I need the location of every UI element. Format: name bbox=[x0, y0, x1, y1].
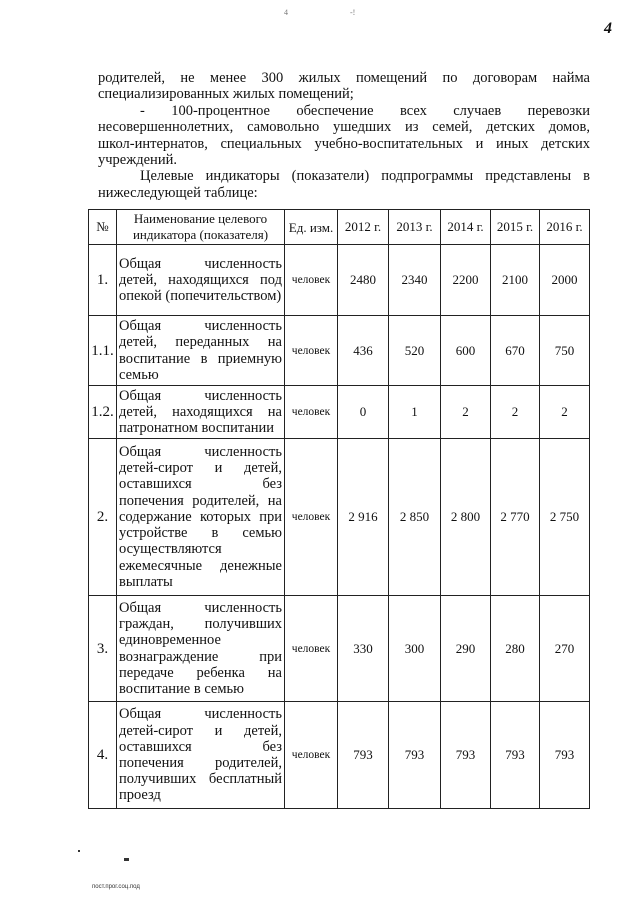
header-2016: 2016 г. bbox=[540, 210, 590, 245]
indicator-name: Общая численность граждан, получивших единовременное вознаграждение при передаче ребенка на воспитание в семью bbox=[117, 596, 285, 702]
table-row bbox=[89, 316, 590, 386]
value-2015: 280 bbox=[491, 596, 540, 702]
scan-speck bbox=[78, 850, 80, 852]
row-number: 4. bbox=[89, 702, 117, 809]
value-2013: 793 bbox=[389, 702, 441, 809]
value-2016: 270 bbox=[540, 596, 590, 702]
value-2013: 1 bbox=[389, 386, 441, 439]
value-2014: 2 bbox=[441, 386, 491, 439]
bullet-line-4: учреждений. bbox=[98, 152, 177, 169]
unit-cell: человек bbox=[285, 245, 338, 316]
table-intro-line-2: нижеследующей таблице: bbox=[98, 184, 258, 201]
value-2015: 793 bbox=[491, 702, 540, 809]
value-2014: 290 bbox=[441, 596, 491, 702]
value-2012: 330 bbox=[338, 596, 389, 702]
bullet-line-3: школ-интернатов, специальных учебно-воспитательных и иных детских bbox=[98, 135, 590, 152]
value-2016: 2 750 bbox=[540, 439, 590, 596]
indicator-name: Общая численность детей, находящихся под опекой (попечительством) bbox=[117, 245, 285, 316]
table-intro-line-1: Целевые индикаторы (показатели) подпрограммы представлены в bbox=[140, 168, 590, 185]
header-2012: 2012 г. bbox=[338, 210, 389, 245]
value-2015: 670 bbox=[491, 316, 540, 386]
footer-file-code: пост.прог.соц.под bbox=[92, 884, 140, 890]
value-2015: 2 770 bbox=[491, 439, 540, 596]
scan-mark-right: -! bbox=[350, 8, 356, 17]
indicator-name: Общая численность детей-сирот и детей, оставшихся без попечения родителей, получивших бесплатный проезд bbox=[117, 702, 285, 809]
row-number: 1.1. bbox=[89, 316, 117, 386]
value-2016: 2000 bbox=[540, 245, 590, 316]
value-2012: 0 bbox=[338, 386, 389, 439]
table-header-row bbox=[89, 210, 590, 245]
intro-line-2: специализированных жилых помещений; bbox=[98, 86, 354, 103]
value-2014: 2200 bbox=[441, 245, 491, 316]
value-2013: 300 bbox=[389, 596, 441, 702]
value-2016: 750 bbox=[540, 316, 590, 386]
row-number: 2. bbox=[89, 439, 117, 596]
value-2016: 2 bbox=[540, 386, 590, 439]
value-2012: 436 bbox=[338, 316, 389, 386]
value-2012: 2 916 bbox=[338, 439, 389, 596]
bullet-line-1: - 100-процентное обеспечение всех случаев перевозки bbox=[140, 102, 590, 119]
unit-cell: человек bbox=[285, 316, 338, 386]
bullet-line-2: несовершеннолетних, самовольно ушедших из семей, детских домов, bbox=[98, 119, 590, 136]
scan-mark-left: 4 bbox=[284, 8, 288, 17]
table-row bbox=[89, 596, 590, 702]
indicator-name: Общая численность детей, переданных на воспитание в приемную семью bbox=[117, 316, 285, 386]
unit-cell: человек bbox=[285, 702, 338, 809]
intro-line-1: родителей, не менее 300 жилых помещений по договорам найма bbox=[98, 70, 590, 86]
header-name: Наименование целевого индикатора (показателя) bbox=[117, 210, 285, 245]
header-2014: 2014 г. bbox=[441, 210, 491, 245]
page-number: 4 bbox=[604, 20, 612, 37]
header-2013: 2013 г. bbox=[389, 210, 441, 245]
header-num: № bbox=[89, 210, 117, 245]
value-2016: 793 bbox=[540, 702, 590, 809]
unit-cell: человек bbox=[285, 386, 338, 439]
header-2015: 2015 г. bbox=[491, 210, 540, 245]
value-2015: 2100 bbox=[491, 245, 540, 316]
indicators-table bbox=[88, 209, 590, 809]
value-2014: 600 bbox=[441, 316, 491, 386]
table-row bbox=[89, 702, 590, 809]
row-number: 1. bbox=[89, 245, 117, 316]
value-2015: 2 bbox=[491, 386, 540, 439]
scan-speck bbox=[124, 858, 129, 861]
value-2013: 2 850 bbox=[389, 439, 441, 596]
header-unit: Ед. изм. bbox=[285, 210, 338, 245]
value-2014: 2 800 bbox=[441, 439, 491, 596]
table-row bbox=[89, 245, 590, 316]
indicator-name: Общая численность детей, находящихся на патронатном воспитании bbox=[117, 386, 285, 439]
row-number: 3. bbox=[89, 596, 117, 702]
value-2012: 2480 bbox=[338, 245, 389, 316]
document-body bbox=[98, 70, 590, 201]
unit-cell: человек bbox=[285, 439, 338, 596]
indicator-name: Общая численность детей-сирот и детей, оставшихся без попечения родителей, на содержание которых при устройстве в семью осуществляются ежемесячные денежные выплаты bbox=[117, 439, 285, 596]
table-row bbox=[89, 386, 590, 439]
unit-cell: человек bbox=[285, 596, 338, 702]
value-2013: 520 bbox=[389, 316, 441, 386]
value-2013: 2340 bbox=[389, 245, 441, 316]
value-2012: 793 bbox=[338, 702, 389, 809]
value-2014: 793 bbox=[441, 702, 491, 809]
table-row bbox=[89, 439, 590, 596]
row-number: 1.2. bbox=[89, 386, 117, 439]
